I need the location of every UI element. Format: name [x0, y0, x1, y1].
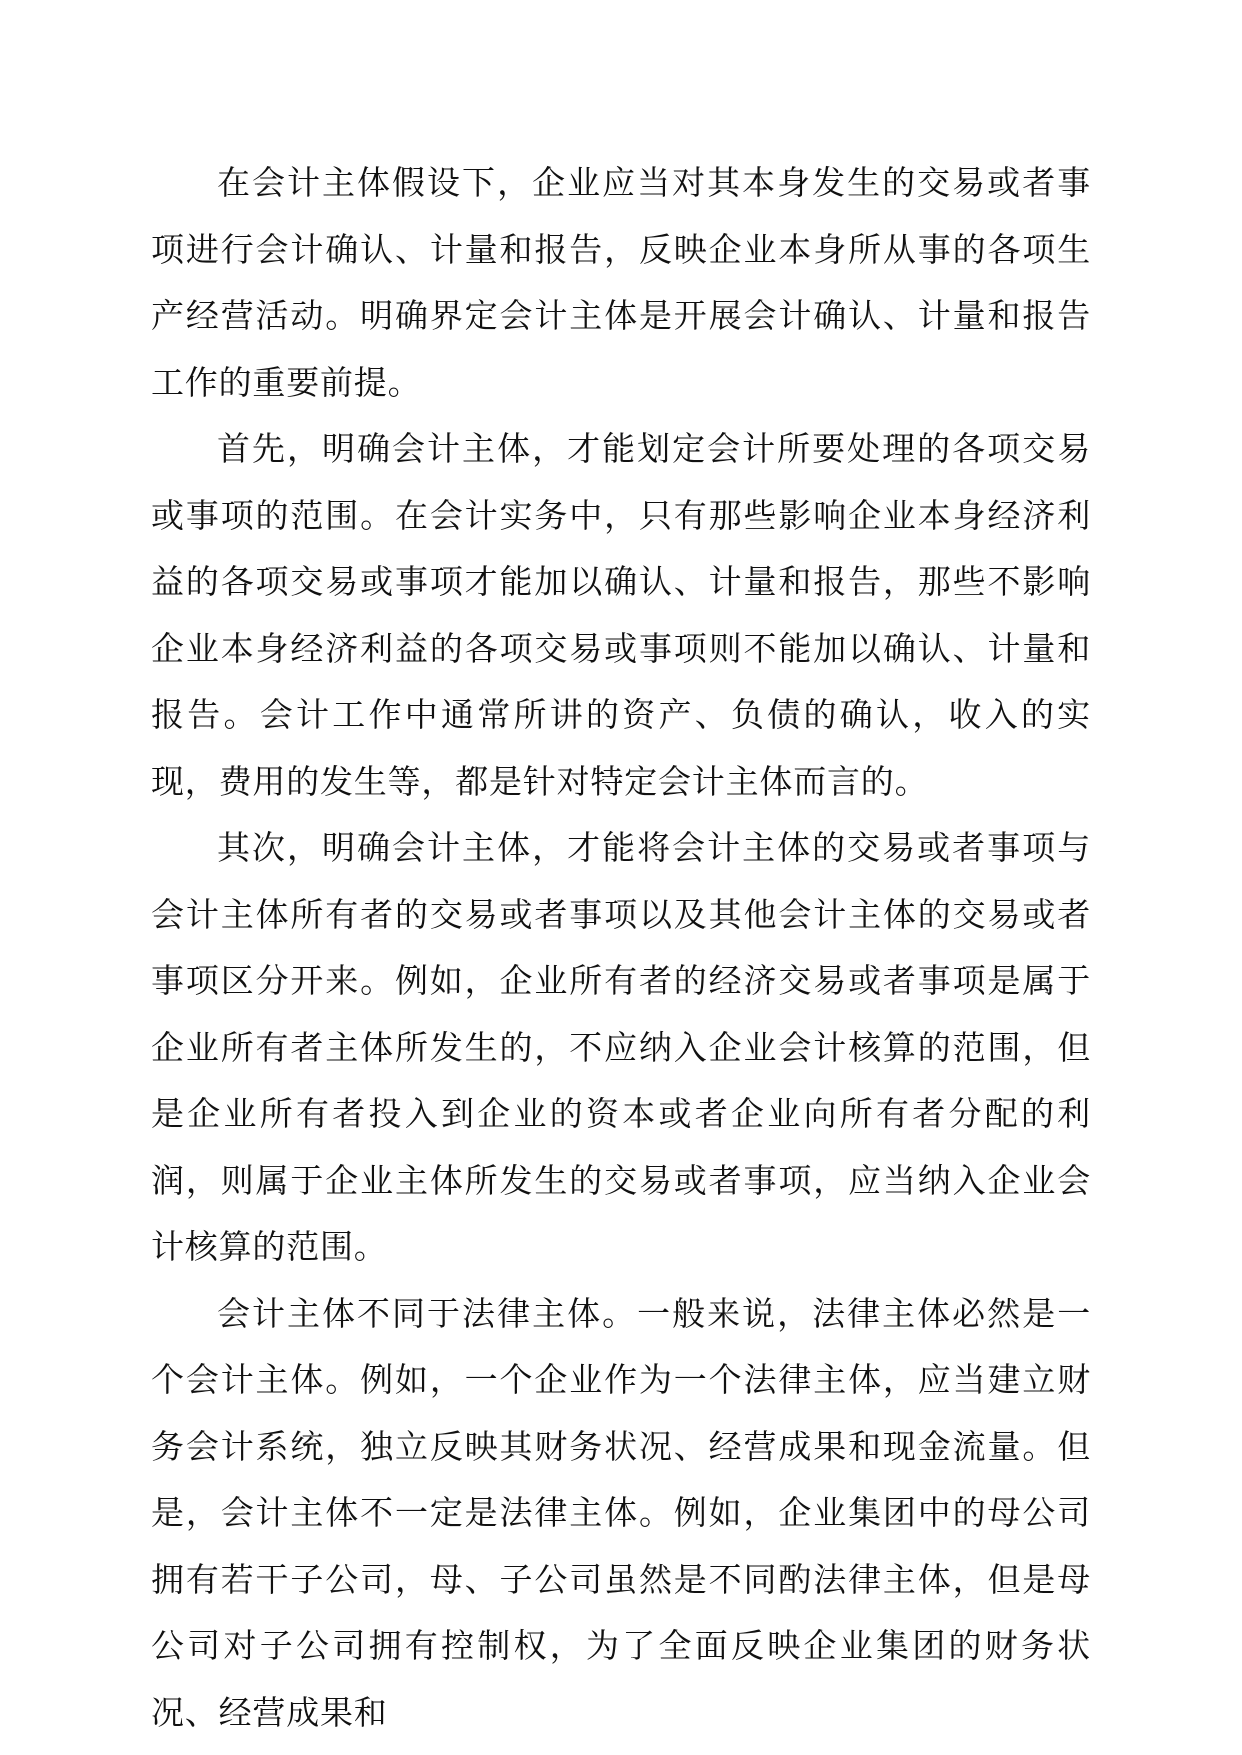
document-body	[151, 150, 1091, 1746]
paragraph-entity-vs-legal-entity: 会计主体不同于法律主体。一般来说，法律主体必然是一个会计主体。例如，一个企业作为一个法律主体，应当建立财务会计系统，独立反映其财务状况、经营成果和现金流量。但是，会计主体不一定是法律主体。例如，企业集团中的母公司拥有若干子公司，母、子公司虽然是不同酌法律主体，但是母公司对子公司拥有控制权，为了全面反映企业集团的财务状况、经营成果和	[151, 1293, 1091, 1732]
paragraph-scope-of-transactions: 首先，明确会计主体，才能划定会计所要处理的各项交易或事项的范围。在会计实务中，只有那些影响企业本身经济利益的各项交易或事项才能加以确认、计量和报告，那些不影响企业本身经济利益的各项交易或事项则不能加以确认、计量和报告。会计工作中通常所讲的资产、负债的确认，收入的实现，费用的发生等，都是针对特定会计主体而言的。	[151, 429, 1091, 801]
paragraph-accounting-entity-assumption: 在会计主体假设下，企业应当对其本身发生的交易或者事项进行会计确认、计量和报告，反映企业本身所从事的各项生产经营活动。明确界定会计主体是开展会计确认、计量和报告工作的重要前提。	[151, 163, 1091, 402]
paragraph-distinguish-owners: 其次，明确会计主体，才能将会计主体的交易或者事项与会计主体所有者的交易或者事项以及其他会计主体的交易或者事项区分开来。例如，企业所有者的经济交易或者事项是属于企业所有者主体所发生的，不应纳入企业会计核算的范围，但是企业所有者投入到企业的资本或者企业向所有者分配的利润，则属于企业主体所发生的交易或者事项，应当纳入企业会计核算的范围。	[151, 828, 1091, 1266]
